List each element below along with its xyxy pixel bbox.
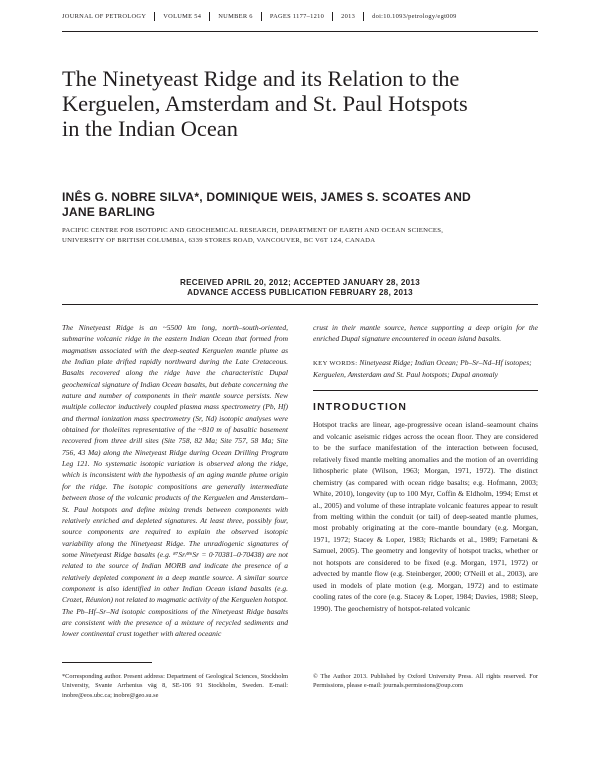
year: 2013 <box>341 13 356 20</box>
author-list <box>62 190 542 220</box>
introduction-text: Hotspot tracks are linear, age-progressive ocean island–seamount chains and volcanic aseismic ridges across the ocean floor. They are considered to be the surface manifestation of the interaction between focused, relatively fixed mantle melting anomalies and the motion of an overriding lithospheric plate (Wilson, 1963; Morgan, 1971, 1972). The distinct chemistry (as compared with ocean ridge basalts; e.g. Hofmann, 2003; White, 2010), longevity (up to 100 Myr, Coffin & Eldholm, 1994; Ernst et al., 2005) and volume of these intraplate volcanic features appear to result from melting within the conduit (or tail) of deep-seated mantle plumes, most probably originating at the core–mantle boundary (e.g. Morgan, 1971, 1972; Stacey & Loper, 1983; Richards et al., 1989; Farnetani & Samuel, 2005). The geometry and longevity of hotspot tracks, whether or not hotspots are considered to be fixed (e.g. Morgan, 1971, 1972) or advected by mantle flow (e.g. Steinberger, 2000; O'Neill et al., 2003), are used in models of plate motion (e.g. Morgan, 1972) and to estimate cooling rates of the core (e.g. Stacey & Loper, 1984; Davies, 1988; Sleep, 1990). The geochemistry of hotspot-related volcanic <box>313 420 538 613</box>
corresponding-author-note: *Corresponding author. Present address: Department of Geological Sciences, Stockholm University, Svante Arrhenius väg 8, SE-106 91 Stockholm, Sweden. E-mail: inobre@eos.ubc.ca; inobre@geo.su.se <box>62 673 288 699</box>
header-divider <box>209 12 210 21</box>
keywords-text: Ninetyeast Ridge; Indian Ocean; Pb–Sr–Nd–Hf isotopes; Kerguelen, Amsterdam and St. Paul hotspots; Dupal anomaly <box>313 357 532 380</box>
abstract-continuation: crust in their mantle source, hence supporting a deep origin for the enriched Dupal signature encountered in ocean island basalts. <box>313 323 538 344</box>
publication-dates <box>62 278 538 298</box>
left-column <box>62 322 288 640</box>
header-rule <box>62 31 538 32</box>
right-column <box>313 322 538 614</box>
header-divider <box>363 12 364 21</box>
affiliation-line: UNIVERSITY OF BRITISH COLUMBIA, 6339 STORES ROAD, VANCOUVER, BC V6T 1Z4, CANADA <box>62 237 376 244</box>
authors-line: JANE BARLING <box>62 205 156 219</box>
running-header <box>62 13 538 22</box>
page-range: PAGES 1177–1210 <box>269 13 325 20</box>
abstract <box>62 322 288 640</box>
title-line: Kerguelen, Amsterdam and St. Paul Hotspots <box>62 91 468 116</box>
advance-access: ADVANCE ACCESS PUBLICATION FEBRUARY 28, 2013 <box>187 288 413 297</box>
issue-number: NUMBER 6 <box>218 13 253 20</box>
title-line: in the Indian Ocean <box>62 116 238 141</box>
doi-link[interactable]: doi:10.1093/petrology/egt009 <box>372 13 457 20</box>
header-divider <box>332 12 333 21</box>
keywords <box>313 357 538 381</box>
section-heading-introduction: INTRODUCTION <box>313 402 408 414</box>
authors-line: INÊS G. NOBRE SILVA*, DOMINIQUE WEIS, JAMES S. SCOATES AND <box>62 190 471 204</box>
affiliation-line: PACIFIC CENTRE FOR ISOTOPIC AND GEOCHEMICAL RESEARCH, DEPARTMENT OF EARTH AND OCEAN SCIENCES, <box>62 227 444 234</box>
abstract-text: The Ninetyeast Ridge is an ~5500 km long, north–south-oriented, submarine volcanic ridge in the eastern Indian Ocean that formed from magmatism associated with the deep-seated Kerguelen mantle plume as the Indian plate drifted rapidly northward during the Late Cretaceous. Basalts recovered along the ridge have the characteristic Dupal geochemical signature of Indian Ocean basalts, but debate concerning the nature and number of components in their mantle source persists. New multiple collector inductively coupled plasma mass spectrometry (Pb, Hf) and thermal ionization mass spectrometry (Sr, Nd) isotopic analyses were obtained for tholeiites representative of the ~810 m of basaltic basement recovered from three drill sites (Site 758, 82 Ma; Site 757, 58 Ma; Site 756, 43 Ma) along the Ninetyeast Ridge during Ocean Drilling Program Leg 121. No systematic isotopic variation is observed along the ridge, which is inconsistent with the hypothesis of an aging mantle plume origin for the ridge. The isotopic compositions are generally intermediate between those of the volcanic products of the Kerguelen and Amsterdam–St. Paul hotspots and define mixing trends between components with relatively enriched and depleted signatures. At least three, possibly four, source components are required to explain the observed isotopic variability along the Ninetyeast Ridge. The unradiogenic signatures of some Ninetyeast Ridge basalts (e.g. <box>62 323 288 559</box>
title-line: The Ninetyeast Ridge and its Relation to the <box>62 66 460 91</box>
header-divider <box>154 12 155 21</box>
abstract-text: ) are not related to the source of Indian MORB and indicate the presence of a relatively depleted component in a deep mantle source. A similar source component is also identified in other Indian Ocean island basalts (e.g. Crozet, Réunion) not related to magmatic activity of the Kerguelen hotspot. The Pb–Hf–Sr–Nd isotopic compositions of the Ninetyeast Ridge basalts are consistent with the presence of a mixture of recycled sediments and lower continental crust together with altered oceanic <box>62 549 288 639</box>
copyright-note: © The Author 2013. Published by Oxford University Press. All rights reserved. For Permissions, please e-mail: journals.permissions@oup.com <box>313 673 538 690</box>
keywords-label: KEY WORDS: <box>313 359 358 367</box>
journal-name: JOURNAL OF PETROLOGY <box>62 13 147 20</box>
header-divider <box>261 12 262 21</box>
volume: VOLUME 54 <box>163 13 202 20</box>
dates-rule <box>62 304 538 305</box>
article-title <box>62 66 542 141</box>
footnote-rule <box>62 662 152 663</box>
received-accepted: RECEIVED APRIL 20, 2012; ACCEPTED JANUARY 28, 2013 <box>179 278 421 287</box>
keywords-rule <box>313 390 538 391</box>
affiliation <box>62 226 542 246</box>
sr-isotope-ratio: ⁸⁷Sr/⁸⁶Sr = 0·70381–0·70438 <box>173 549 262 559</box>
